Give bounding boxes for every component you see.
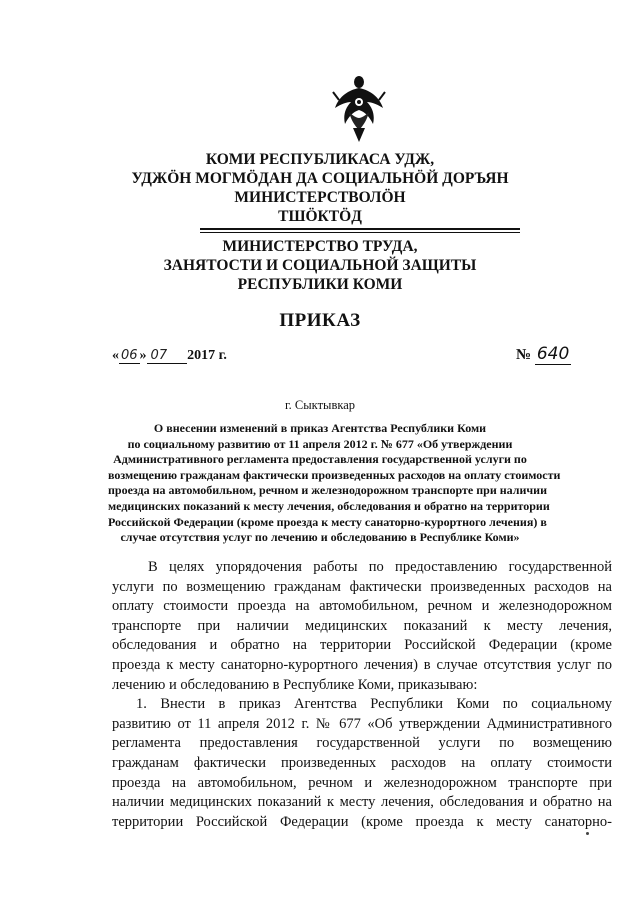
header-komi-line: МИНИСТЕРСТВОЛӦН: [234, 189, 406, 206]
subject-line: по социальному развитию от 11 апреля 2012 г. № 677 «Об утверждении: [127, 436, 513, 451]
body-line: регламента предоставления государственной услуги по возмещению: [112, 735, 612, 752]
header-russian: [100, 237, 540, 294]
order-subject: [108, 421, 561, 546]
subject-line: медицинских показаний к месту лечения, обследования и обратно на территории: [108, 498, 550, 513]
header-divider-thick: [200, 228, 520, 230]
header-komi-line: ТШӦКТӦД: [278, 208, 362, 225]
body-line: оплату стоимости проезда на автомобильном, речном и железнодорожном: [112, 598, 612, 615]
body-line: гражданам фактически произведенных расходов на оплату стоимости: [112, 754, 612, 771]
header-komi-line: УДЖӦН МОГМӦДАН ДА СОЦИАЛЬНӦЙ ДОРЪЯН: [131, 170, 509, 187]
header-divider-thin: [200, 232, 520, 233]
scan-speck: [586, 832, 589, 835]
number-handwritten: 640: [536, 344, 570, 364]
date-year: 2017 г.: [187, 348, 227, 363]
order-date: [112, 348, 227, 364]
body-line: услуги по возмещению гражданам фактически произведенных расходов на: [112, 578, 612, 595]
komi-republic-emblem-icon: [331, 72, 387, 144]
body-line: развитию от 11 апреля 2012 г. № 677 «Об утверждении Административного: [112, 715, 612, 732]
subject-line: возмещению гражданам фактически произведенных расходов на оплату стоимости: [108, 467, 561, 482]
body-line: обследования и обратно на территории Российской Федерации (кроме: [112, 637, 612, 654]
date-open-quote: «: [112, 348, 119, 363]
subject-line: О внесении изменений в приказ Агентства Республики Коми: [153, 421, 487, 435]
header-ru-line: РЕСПУБЛИКИ КОМИ: [237, 276, 403, 293]
date-close-quote: »: [139, 348, 147, 363]
subject-line: Административного регламента предоставления государственной услуги по: [113, 452, 527, 467]
city-name: г. Сыктывкар: [284, 398, 356, 412]
header-ru-line: МИНИСТЕРСТВО ТРУДА,: [222, 238, 418, 255]
body-line: территории Российской Федерации (кроме проезда к месту санаторно-: [112, 813, 612, 830]
header-ru-line: ЗАНЯТОСТИ И СОЦИАЛЬНОЙ ЗАЩИТЫ: [163, 257, 477, 274]
body-line: наличии медицинских показаний к месту лечения, обследования и обратно на: [112, 794, 612, 811]
order-body: [112, 558, 612, 832]
date-day-handwritten: 06: [121, 348, 138, 363]
body-line: проезда на автомобильном, речном и железнодорожном транспорте при: [112, 774, 612, 791]
header-komi-line: КОМИ РЕСПУБЛИКАСА УДЖ,: [205, 151, 435, 168]
subject-line: Российской Федерации (кроме проезда к месту санаторно-курортного лечения) в: [108, 514, 547, 529]
subject-line: проезда на автомобильном, речном и железнодорожном транспорте при наличии: [108, 483, 547, 498]
order-number: [516, 344, 571, 364]
body-line: транспорте при наличии медицинских показаний к месту лечения,: [112, 617, 612, 634]
body-line: 1. Внести в приказ Агентства Республики Коми по социальному: [136, 696, 612, 713]
header-komi: [100, 150, 540, 226]
body-line: проезда к месту санаторно-курортного лечения) в случае отсутствия услуг по: [112, 656, 612, 673]
date-month-handwritten: 07: [150, 348, 168, 363]
subject-line: случае отсутствия услуг по лечению и обследованию в Республике Коми»: [120, 530, 520, 545]
body-line: лечению и обследованию в Республике Коми, приказываю:: [112, 676, 478, 693]
number-label: №: [516, 347, 532, 363]
document-title: ПРИКАЗ: [279, 310, 361, 331]
body-line: В целях упорядочения работы по предоставлению государственной: [148, 559, 612, 575]
